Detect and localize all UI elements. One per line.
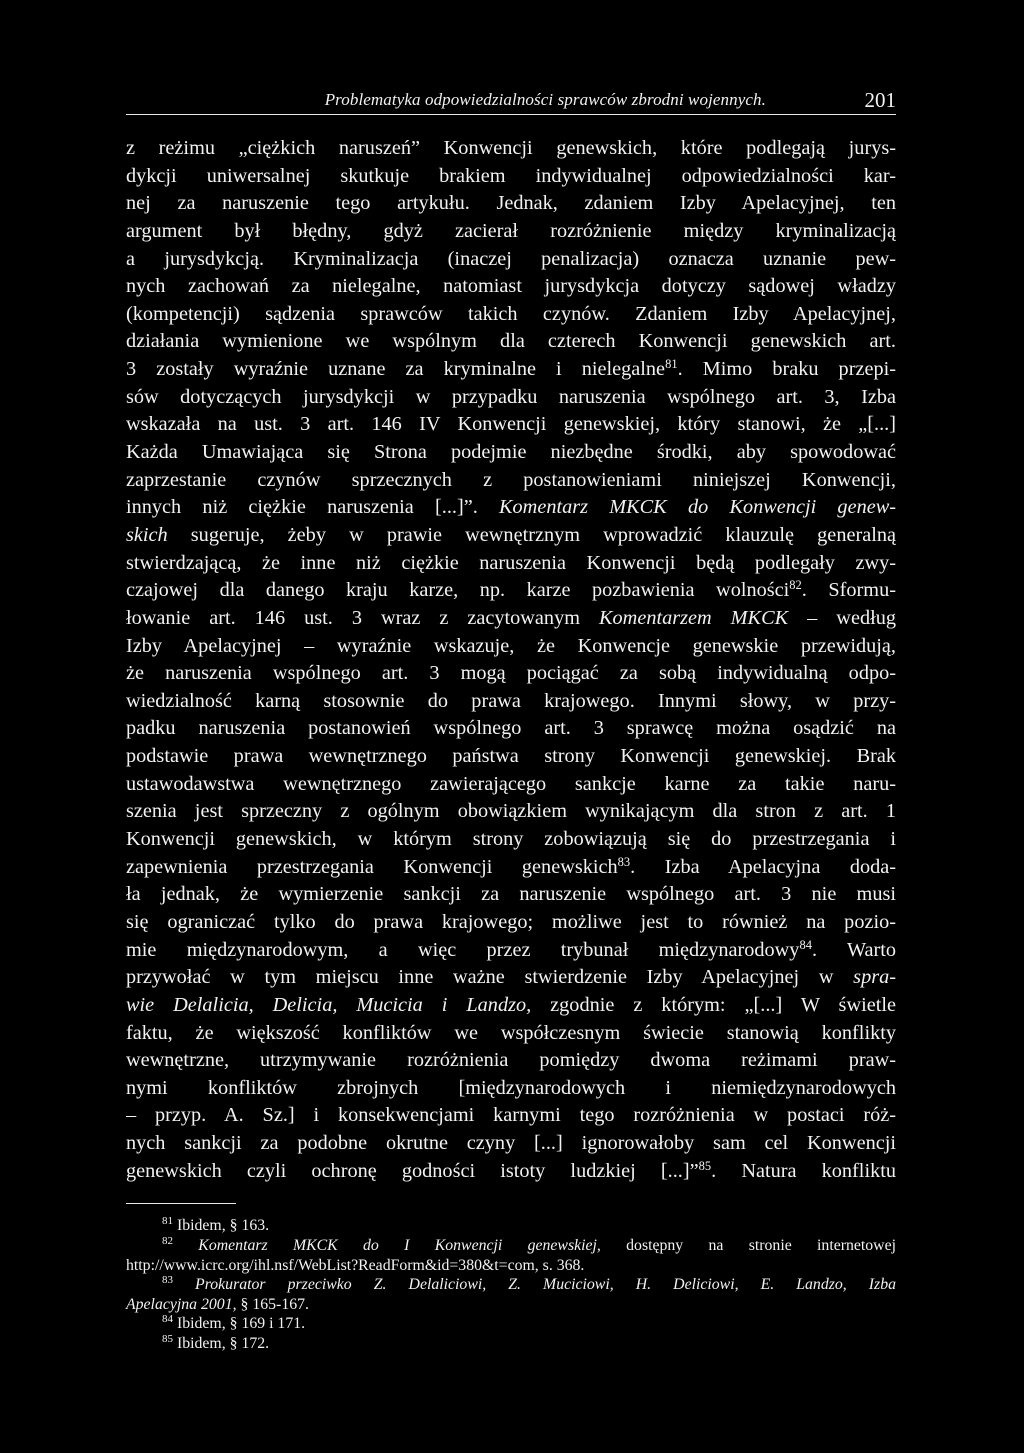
footnote-italic: Prokurator przeciwko Z. Delaliciowi, Z. Muciciowi, H. Deliciowi, E. Landzo, Izba	[173, 1276, 896, 1294]
page-number: 201	[864, 88, 896, 112]
footnote-text: Ibidem, § 169 i 171.	[173, 1315, 306, 1333]
text-line: się ograniczać tylko do prawa krajowego; możliwe jest to również na pozio-	[126, 910, 896, 933]
italic-segment: spra-	[853, 966, 896, 989]
text-line: że naruszenia wspólnego art. 3 mogą pociągać za sobą indywidualną odpo-	[126, 662, 896, 685]
text-segment: 3 zostały wyraźnie uznane za kryminalne i nielegalne	[126, 358, 666, 381]
text-line: zaprzestanie czynów sprzecznych z postanowieniami niniejszej Konwencji,	[126, 468, 896, 491]
text-line: ustawodawstwa wewnętrznego zawierającego sankcje karne za takie naru-	[126, 772, 896, 795]
text-line: wewnętrzne, utrzymywanie rozróżnienia pomiędzy dwoma reżimami praw-	[126, 1049, 896, 1072]
text-line: argument był błędny, gdyż zacierał rozróżnienie między kryminalizacją	[126, 219, 896, 242]
footnote-italic: Komentarz MKCK do I Konwencji genewskiej,	[173, 1236, 601, 1254]
text-segment: . Natura konfliktu	[711, 1159, 896, 1182]
text-line: Każda Umawiająca się Strona podejmie niezbędne środki, aby spowodować	[126, 441, 896, 464]
italic-segment: Komentarzem MKCK	[599, 606, 789, 629]
text-line	[126, 522, 896, 550]
text-segment: innych niż ciężkie naruszenia [...]”.	[126, 496, 500, 519]
footnote-url[interactable]: http://www.icrc.org/ihl.nsf/WebList?ReadForm&id=380&t=com, s. 368.	[126, 1256, 585, 1274]
italic-segment: skich	[126, 523, 168, 546]
text-segment: łowanie art. 146 ust. 3 wraz z zacytowanym	[126, 606, 599, 629]
footnote-number: 82	[162, 1234, 173, 1247]
text-line	[126, 964, 896, 992]
text-line: podstawie prawa wewnętrznego państwa strony Konwencji genewskiej. Brak	[126, 745, 896, 768]
footnote-85	[126, 1334, 896, 1354]
text-segment: . Mimo braku przepi-	[677, 358, 896, 381]
text-line: szenia jest sprzeczny z ogólnym obowiązkiem wynikającym dla stron z art. 1	[126, 800, 896, 823]
text-line	[126, 854, 896, 882]
text-line: Izby Apelacyjnej – wyraźnie wskazuje, że Konwencje genewskie przewidują,	[126, 634, 896, 657]
text-line: faktu, że większość konfliktów we współczesnym świecie stanowią konflikty	[126, 1021, 896, 1044]
footnote-line	[126, 1216, 896, 1236]
text-line: działania wymienione we wspólnym dla czterech Konwencji genewskich art.	[126, 330, 896, 353]
text-segment: zgodnie z którym: „[...] W świetle	[531, 993, 896, 1016]
body-text	[126, 135, 896, 1185]
italic-segment: wie Delalicia, Delicia, Mucicia i Landzo,	[126, 993, 532, 1016]
footnote-line	[126, 1275, 896, 1295]
footnote-text: dostępny na stronie internetowej	[600, 1236, 896, 1254]
text-line: nymi konfliktów zbrojnych [międzynarodowych i niemiędzynarodowych	[126, 1076, 896, 1099]
text-line: Konwencji genewskich, w którym strony zobowiązują się do przestrzegania i	[126, 828, 896, 851]
text-segment: przywołać w tym miejscu inne ważne stwierdzenie Izby Apelacyjnej w	[126, 966, 854, 989]
text-line	[126, 577, 896, 605]
text-line: nych sankcji za podobne okrutne czyny [...] ignorowałoby sam cel Konwencji	[126, 1132, 896, 1155]
footnote-line	[126, 1334, 896, 1354]
footnote-line	[126, 1295, 896, 1315]
footnote-line	[126, 1314, 896, 1334]
text-segment: czajowej dla danego kraju karze, np. karze pozbawienia wolności	[126, 579, 790, 602]
text-line	[126, 1158, 896, 1186]
footnote-italic: Apelacyjna 2001,	[126, 1295, 237, 1313]
text-line: (kompetencji) sądzenia sprawców takich czynów. Zdaniem Izby Apelacyjnej,	[126, 302, 896, 325]
text-line	[126, 494, 896, 522]
text-segment: . Warto	[811, 938, 896, 961]
text-line: wskazała na ust. 3 art. 146 IV Konwencji genewskiej, który stanowi, że „[...]	[126, 413, 896, 436]
text-line: dykcji uniwersalnej skutkuje brakiem indywidualnej odpowiedzialności kar-	[126, 164, 896, 187]
text-line: z reżimu „ciężkich naruszeń” Konwencji genewskich, które podlegają jurys-	[126, 137, 896, 159]
footnote-number: 83	[162, 1274, 173, 1287]
text-line	[126, 605, 896, 633]
text-segment: sugeruje, żeby w prawie wewnętrznym wprowadzić klauzulę generalną	[167, 523, 896, 546]
text-segment: . Sformu-	[801, 579, 896, 602]
footnote-text: Ibidem, § 163.	[173, 1217, 270, 1235]
text-line: stwierdzającą, że inne niż ciężkie naruszenia Konwencji będą podlegały zwy-	[126, 551, 896, 574]
running-header	[126, 88, 896, 115]
italic-segment: Komentarz MKCK do Konwencji genew-	[499, 496, 896, 519]
text-line	[126, 992, 896, 1020]
footnote-text: § 165-167.	[236, 1295, 309, 1313]
footnote-82	[126, 1236, 896, 1275]
footnote-separator	[126, 1203, 236, 1204]
footnote-83	[126, 1275, 896, 1314]
footnote-ref-85[interactable]: 85	[698, 1158, 712, 1173]
text-segment: zapewnienia przestrzegania Konwencji genewskich	[126, 855, 618, 878]
footnotes	[126, 1216, 896, 1353]
text-line: sów dotyczących jurysdykcji w przypadku naruszenia wspólnego art. 3, Izba	[126, 385, 896, 408]
footnote-number: 81	[162, 1215, 173, 1228]
text-line: nych zachowań za nielegalne, natomiast jurysdykcja dotyczy sądowej władzy	[126, 275, 896, 298]
text-line: – przyp. A. Sz.] i konsekwencjami karnymi tego rozróżnienia w postaci róż-	[126, 1104, 896, 1127]
text-line	[126, 356, 896, 384]
text-segment: . Izba Apelacyjna doda-	[630, 855, 896, 878]
document-page	[126, 88, 896, 1354]
text-line: padku naruszenia postanowień wspólnego art. 3 sprawcę można osądzić na	[126, 717, 896, 740]
footnote-84	[126, 1314, 896, 1334]
footnote-ref-83[interactable]: 83	[617, 854, 631, 869]
text-segment: – według	[788, 606, 896, 629]
footnote-ref-81[interactable]: 81	[665, 357, 678, 372]
footnote-line	[126, 1236, 896, 1256]
footnote-ref-82[interactable]: 82	[789, 578, 802, 593]
footnote-number: 85	[162, 1332, 173, 1345]
text-line	[126, 937, 896, 965]
text-segment: mie międzynarodowym, a więc przez trybunał międzynarodowy	[126, 938, 800, 961]
text-segment: genewskich czyli ochronę godności istoty ludzkiej [...]”	[126, 1159, 699, 1182]
text-line: nej za naruszenie tego artykułu. Jednak, zdaniem Izby Apelacyjnej, ten	[126, 192, 896, 215]
footnote-81	[126, 1216, 896, 1236]
footnote-ref-84[interactable]: 84	[799, 937, 812, 952]
text-line: a jurysdykcją. Kryminalizacja (inaczej penalizacja) oznacza uznanie pew-	[126, 247, 896, 270]
text-line: ła jednak, że wymierzenie sankcji za naruszenie wspólnego art. 3 nie musi	[126, 883, 896, 906]
footnote-text: Ibidem, § 172.	[173, 1334, 270, 1352]
footnote-number: 84	[162, 1313, 173, 1326]
text-line: wiedzialność karną stosownie do prawa krajowego. Innymi słowy, w przy-	[126, 689, 896, 712]
running-title: Problematyka odpowiedzialności sprawców zbrodni wojennych.	[324, 90, 766, 109]
